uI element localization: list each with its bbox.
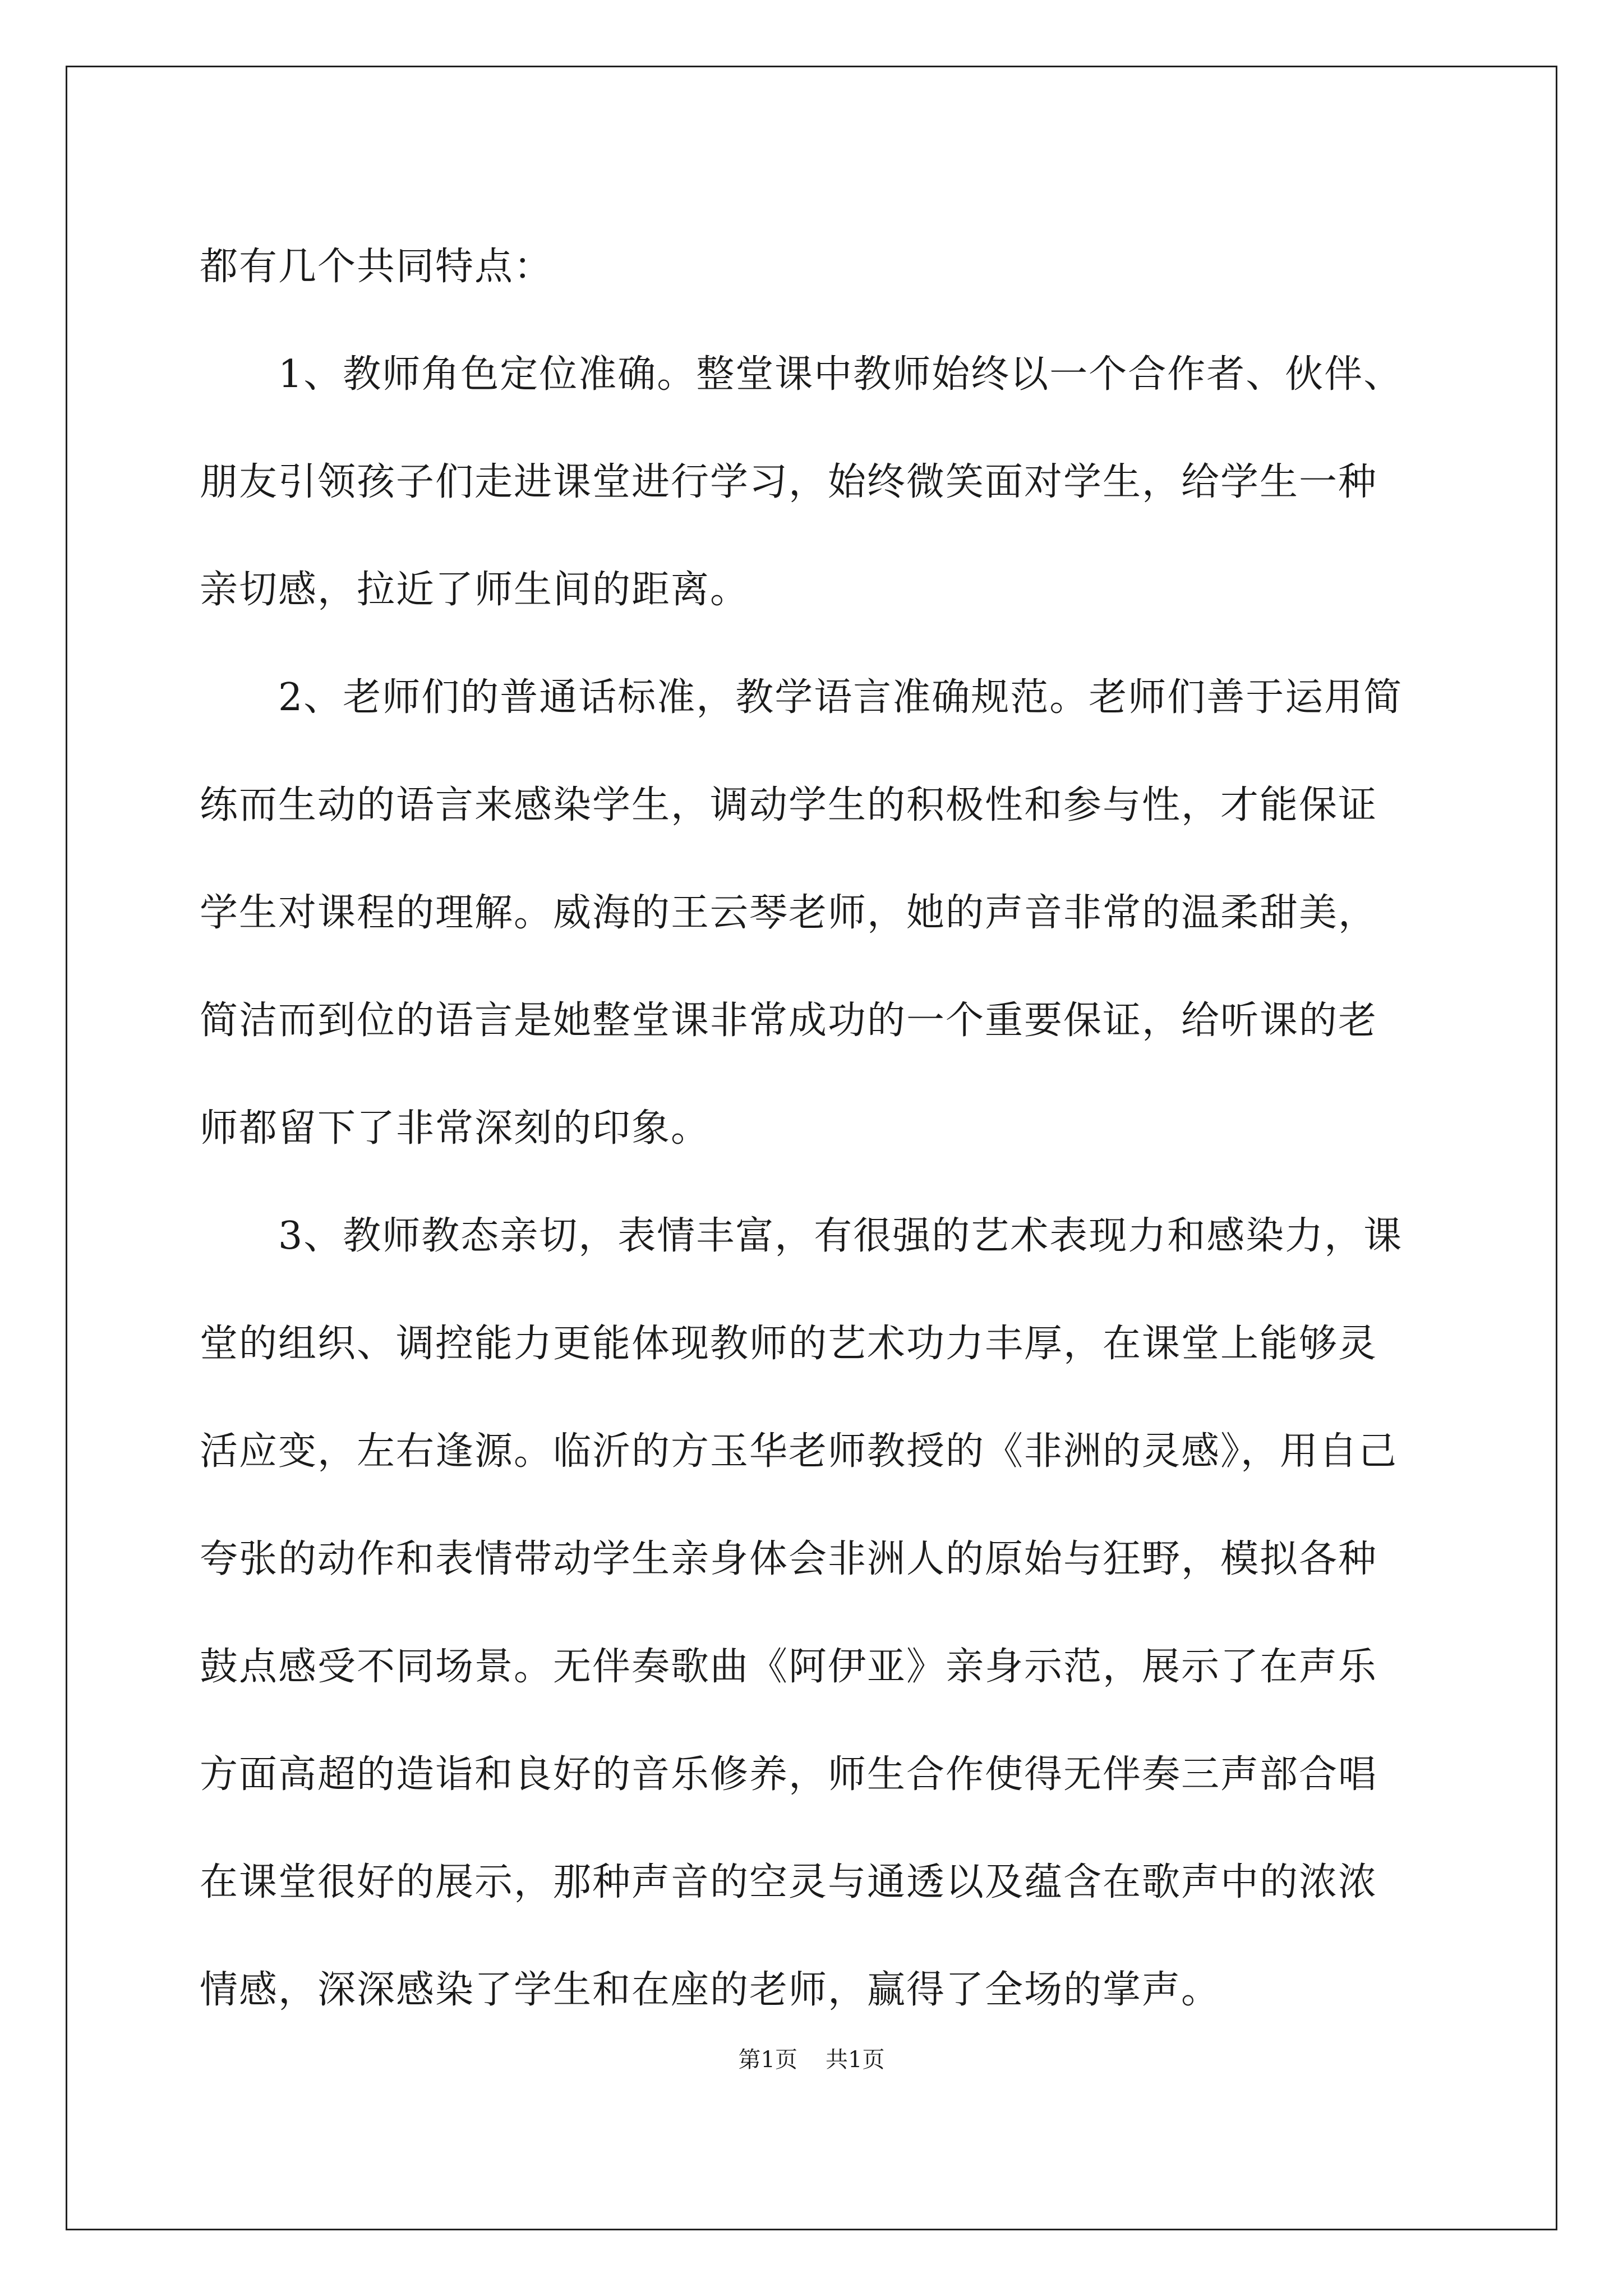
text-line: 练而生动的语言来感染学生，调动学生的积极性和参与性，才能保证 — [200, 783, 1378, 827]
page-footer — [0, 2043, 1623, 2077]
document-body — [200, 213, 1428, 2044]
page-number: 第1页 — [738, 2047, 797, 2073]
text-line: 活应变，左右逢源。临沂的方玉华老师教授的《非洲的灵感》，用自己 — [200, 1429, 1398, 1474]
paragraph-3-first-line: 3、教师教态亲切，表情丰富，有很强的艺术表现力和感染力，课 — [278, 1214, 1403, 1258]
text-line: 都有几个共同特点： — [200, 245, 554, 289]
text-line: 堂的组织、调控能力更能体现教师的艺术功力丰厚，在课堂上能够灵 — [200, 1322, 1378, 1366]
paragraph-2-first-line: 2、老师们的普通话标准，教学语言准确规范。老师们善于运用简 — [278, 675, 1403, 720]
text-line: 方面高超的造诣和良好的音乐修养，师生合作使得无伴奏三声部合唱 — [200, 1752, 1378, 1797]
text-line: 情感，深深感染了学生和在座的老师，赢得了全场的掌声。 — [200, 1968, 1221, 2012]
text-line: 鼓点感受不同场景。无伴奏歌曲《阿伊亚》亲身示范，展示了在声乐 — [200, 1645, 1378, 1689]
text-line: 朋友引领孩子们走进课堂进行学习，始终微笑面对学生，给学生一种 — [200, 460, 1378, 504]
page-total: 共1页 — [826, 2047, 885, 2073]
text-line: 在课堂很好的展示，那种声音的空灵与通透以及蕴含在歌声中的浓浓 — [200, 1860, 1378, 1904]
text-line: 夸张的动作和表情带动学生亲身体会非洲人的原始与狂野，模拟各种 — [200, 1537, 1378, 1581]
text-line: 亲切感，拉近了师生间的距离。 — [200, 568, 750, 612]
text-line: 学生对课程的理解。威海的王云琴老师，她的声音非常的温柔甜美， — [200, 891, 1378, 935]
text-line: 简洁而到位的语言是她整堂课非常成功的一个重要保证，给听课的老 — [200, 999, 1378, 1043]
paragraph-1-first-line: 1、教师角色定位准确。整堂课中教师始终以一个合作者、伙伴、 — [278, 352, 1403, 397]
text-line: 师都留下了非常深刻的印象。 — [200, 1106, 711, 1151]
